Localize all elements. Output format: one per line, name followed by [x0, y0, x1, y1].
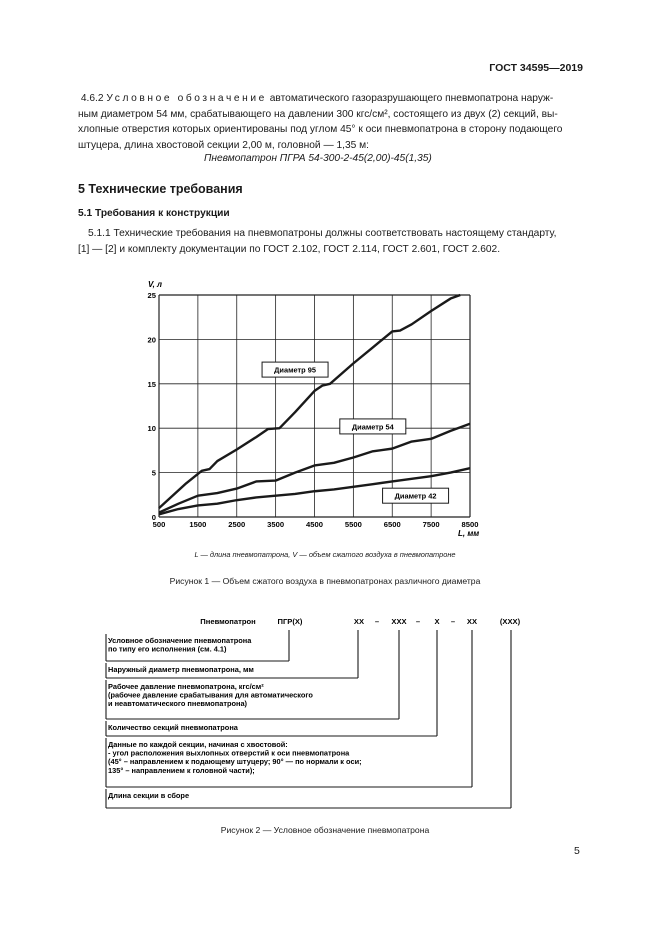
x-tick-label: 4500 [306, 520, 323, 529]
designation-token: – [450, 617, 456, 626]
paragraph-line: ным диаметром 54 мм, срабатывающего на давлении 300 кгс/см², состоящего из двух (2) секций, вы- [78, 108, 558, 120]
paragraph-line: хлопные отверстия которых ориентированы под углом 45° к оси пневмопатрона в сторону подающего [78, 124, 563, 135]
x-axis-label: L, мм [458, 529, 480, 538]
chart-series-labels [262, 362, 449, 503]
diagram-item-text: по типу его исполнения (см. 4.1) [108, 644, 227, 654]
y-tick-label: 0 [151, 513, 156, 522]
x-tick-label: 7500 [422, 520, 440, 529]
section-title: 5 Технические требования [78, 182, 243, 196]
paragraph-line: штуцера, длина хвостовой секции 2,00 м, головной — 1,35 м: [78, 139, 369, 151]
diagram-head [200, 617, 520, 626]
figure-2-caption: Рисунок 2 — Условное обозначение пневмопатрона [220, 825, 430, 835]
diagram-item-text: (рабочее давление срабатывания для автоматического [108, 690, 313, 700]
series-label: Диаметр 95 [274, 365, 316, 375]
paragraph-line: 5.1.1 Технические требования на пневмопатроны должны соответствовать настоящему стандарту, [88, 228, 557, 239]
series-label: Диаметр 54 [351, 422, 394, 432]
y-tick-label: 5 [151, 468, 156, 478]
y-tick-label: 15 [147, 379, 156, 389]
paragraph-4-6-2 [78, 91, 582, 153]
diagram-item-text: Наружный диаметр пневмопатрона, мм [108, 665, 254, 674]
series-line-0 [159, 295, 460, 508]
paragraph-line [78, 91, 582, 107]
diagram-item-text: и неавтоматического пневмопатрона) [108, 699, 248, 709]
diagram-item-text: Длина секции в сборе [108, 791, 190, 800]
page-number: 5 [574, 845, 580, 857]
diagram-item-text: 135° – направлением к головной части); [108, 765, 255, 775]
volume-chart [140, 278, 490, 540]
clause-number: 4.6.2 [80, 93, 104, 104]
x-tick-label: 8500 [461, 520, 479, 529]
designation-token: ХХ [466, 617, 478, 626]
diagram-item-text: Рабочее давление пневмопатрона, кгс/см² [108, 682, 264, 691]
diagram-connectors [106, 630, 511, 808]
designation-formula: Пневмопатрон ПГРА 54-300-2-45(2,00)-45(1,35) [204, 153, 432, 164]
y-tick-label: 20 [147, 335, 156, 345]
chart-legend-note: L — длина пневмопатрона, V — объем сжатого воздуха в пневмопатроне [194, 550, 456, 559]
y-tick-label: 10 [147, 424, 156, 434]
line-rest: автоматического газоразрушающего пневмопатрона наруж- [269, 93, 554, 104]
x-tick-label: 500 [152, 520, 166, 529]
y-axis-label: V, л [148, 280, 163, 289]
document-id: ГОСТ 34595—2019 [489, 62, 583, 74]
diagram-item-text: - угол расположения выхлопных отверстий к оси пневмопатрона [108, 748, 350, 758]
diagram-item-text: (45° – направлением к подающему штуцеру; 90° — по нормали к оси; [108, 757, 362, 767]
subsection-title: 5.1 Требования к конструкции [78, 208, 230, 219]
x-tick-label: 5500 [344, 520, 362, 529]
series-label: Диаметр 42 [394, 491, 437, 501]
paragraph-line: [1] — [2] и комплекту документации по ГОСТ 2.102, ГОСТ 2.114, ГОСТ 2.601, ГОСТ 2.602. [78, 243, 501, 255]
designation-token: (ХХХ) [499, 617, 521, 626]
diagram-item-text: Условное обозначение пневмопатрона [108, 636, 252, 645]
designation-token: ХХ [353, 617, 365, 626]
designation-token: Х [434, 617, 440, 626]
diagram-item-text: Количество секций пневмопатрона [108, 723, 238, 732]
paragraph-5-1-1 [78, 226, 582, 257]
designation-token: ПГР(Х) [277, 617, 303, 626]
designation-token: – [374, 617, 380, 626]
x-tick-label: 3500 [267, 520, 285, 529]
x-tick-label: 6500 [383, 520, 401, 529]
x-tick-label: 1500 [189, 520, 207, 529]
designation-token: ХХХ [391, 617, 407, 626]
x-tick-label: 2500 [228, 520, 246, 529]
designation-diagram [100, 612, 540, 820]
designation-token: – [415, 617, 421, 626]
diagram-item-text: Данные по каждой секции, начиная с хвостовой: [108, 740, 288, 749]
designation-token: Пневмопатрон [200, 617, 256, 626]
chart-grid [159, 295, 470, 517]
figure-1-caption: Рисунок 1 — Объем сжатого воздуха в пневмопатронах различного диаметра [169, 576, 481, 586]
spaced-term: Условное обозначение [106, 93, 267, 104]
y-tick-label: 25 [147, 291, 156, 300]
